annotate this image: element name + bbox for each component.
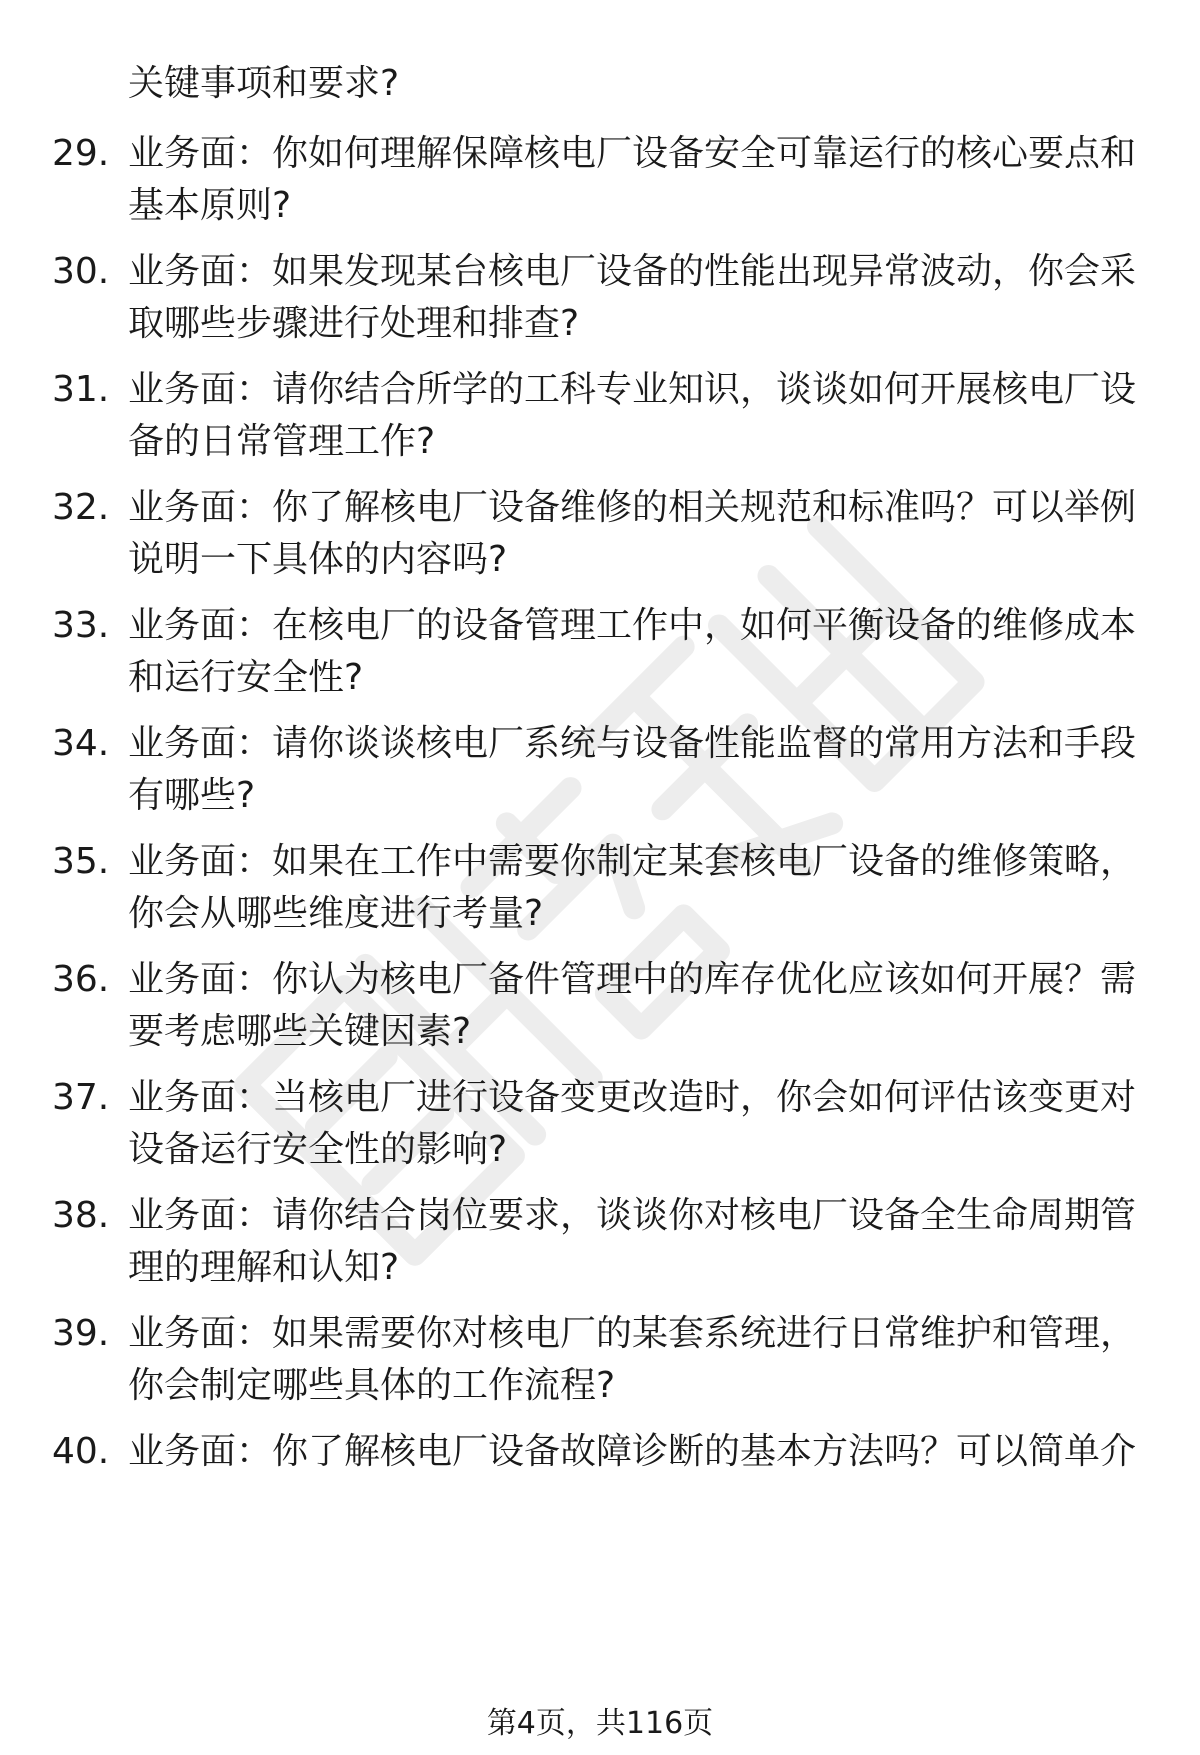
question-item (52, 246, 1152, 350)
question-number: 33. (52, 605, 110, 646)
page-footer: 第4页，共116页 (486, 1706, 714, 1741)
question-text: 业务面：请你结合岗位要求，谈谈你对核电厂设备全生命周期管理的理解和认知? (128, 1195, 1137, 1288)
question-item (52, 954, 1152, 1058)
question-number: 32. (52, 487, 110, 528)
question-number: 36. (52, 959, 110, 1000)
question-number: 37. (52, 1077, 110, 1118)
question-item (52, 1426, 1152, 1478)
question-item (52, 600, 1152, 704)
question-text: 业务面：在核电厂的设备管理工作中，如何平衡设备的维修成本和运行安全性? (128, 605, 1137, 698)
question-text: 业务面：请你结合所学的工科专业知识，谈谈如何开展核电厂设备的日常管理工作? (128, 369, 1137, 462)
question-item (52, 482, 1152, 586)
question-number: 40. (52, 1431, 110, 1472)
question-number: 34. (52, 723, 110, 764)
question-number: 30. (52, 251, 110, 292)
question-item (52, 1190, 1152, 1294)
question-text: 业务面：你认为核电厂备件管理中的库存优化应该如何开展？需要考虑哪些关键因素? (128, 959, 1137, 1052)
question-item (52, 364, 1152, 468)
question-item (52, 1308, 1152, 1412)
lead-continuation-text: 关键事项和要求? (128, 63, 400, 104)
question-text: 业务面：你了解核电厂设备故障诊断的基本方法吗？可以简单介 (128, 1431, 1137, 1472)
question-item (52, 1072, 1152, 1176)
question-text: 业务面：如果需要你对核电厂的某套系统进行日常维护和管理，你会制定哪些具体的工作流程? (128, 1313, 1137, 1406)
question-text: 业务面：如果在工作中需要你制定某套核电厂设备的维修策略，你会从哪些维度进行考量? (128, 841, 1137, 934)
question-item (52, 836, 1152, 940)
question-number: 31. (52, 369, 110, 410)
question-number: 29. (52, 133, 110, 174)
question-text: 业务面：当核电厂进行设备变更改造时，你会如何评估该变更对设备运行安全性的影响? (128, 1077, 1137, 1170)
question-number: 38. (52, 1195, 110, 1236)
question-text: 业务面：你了解核电厂设备维修的相关规范和标准吗？可以举例说明一下具体的内容吗? (128, 487, 1137, 580)
question-item (52, 718, 1152, 822)
question-text: 业务面：你如何理解保障核电厂设备安全可靠运行的核心要点和基本原则? (128, 133, 1137, 226)
question-text: 业务面：请你谈谈核电厂系统与设备性能监督的常用方法和手段有哪些? (128, 723, 1137, 816)
question-item (52, 128, 1152, 232)
question-number: 35. (52, 841, 110, 882)
question-text: 业务面：如果发现某台核电厂设备的性能出现异常波动，你会采取哪些步骤进行处理和排查? (128, 251, 1137, 344)
question-number: 39. (52, 1313, 110, 1354)
